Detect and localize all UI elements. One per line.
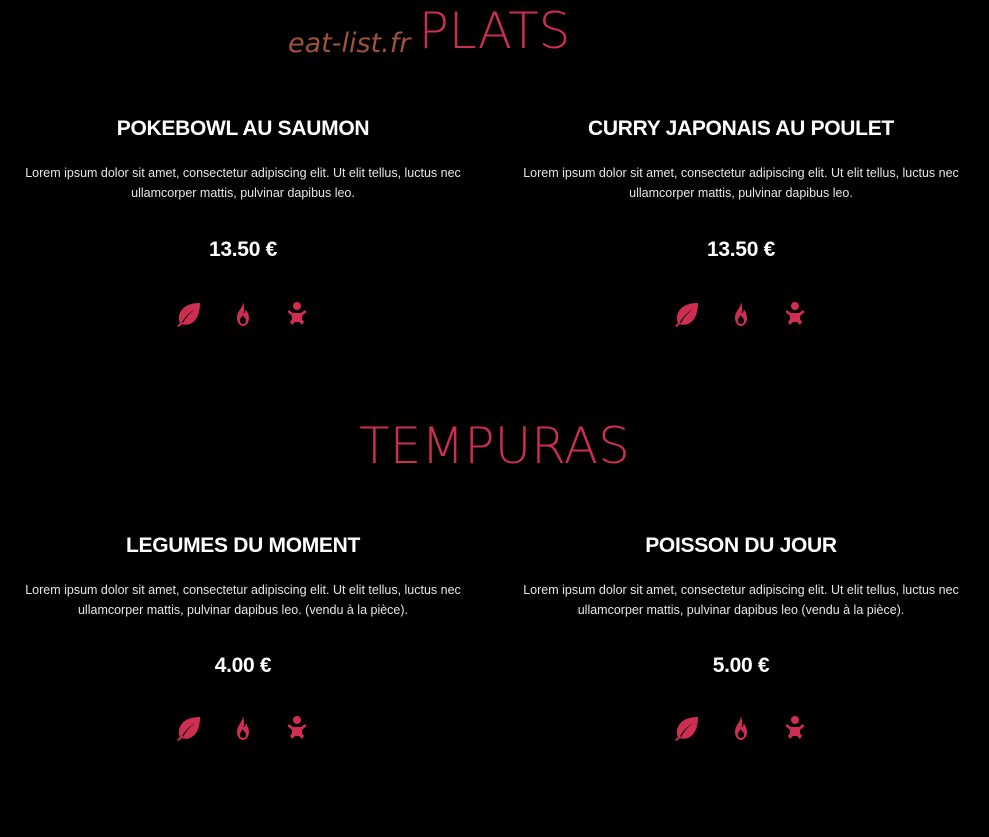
flame-icon [727, 300, 755, 328]
watermark: eat-list.fr [288, 28, 411, 59]
flame-icon [229, 300, 257, 328]
dish-price: 5.00 € [712, 654, 770, 677]
dish-card [511, 534, 971, 677]
section-title-plats: PLATS [418, 2, 571, 60]
dish-name: POISSON DU JOUR [645, 534, 837, 557]
baby-icon [781, 300, 809, 328]
dish-card [13, 534, 473, 677]
dish-description-line: ullamcorper mattis, pulvinar dapibus leo. [629, 186, 853, 200]
dish-description-line: Lorem ipsum dolor sit amet, consectetur adipiscing elit. Ut elit tellus, luctus nec [523, 583, 959, 597]
dish-description [13, 163, 473, 203]
leaf-icon [673, 300, 701, 328]
leaf-icon [175, 714, 203, 742]
dish-description-line: Lorem ipsum dolor sit amet, consectetur adipiscing elit. Ut elit tellus, luctus nec [523, 166, 959, 180]
dish-price: 4.00 € [214, 654, 272, 677]
dish-icons [13, 300, 473, 328]
baby-icon [781, 714, 809, 742]
dish-description-line: ullamcorper mattis, pulvinar dapibus leo. (vendu à la pièce). [77, 603, 409, 617]
dish-description-line: Lorem ipsum dolor sit amet, consectetur adipiscing elit. Ut elit tellus, luctus nec [25, 166, 461, 180]
dish-card [13, 117, 473, 261]
dish-description [511, 580, 971, 620]
dish-description [13, 580, 473, 620]
flame-icon [727, 714, 755, 742]
dish-description-line: ullamcorper mattis, pulvinar dapibus leo (vendu à la pièce). [577, 603, 905, 617]
flame-icon [229, 714, 257, 742]
dish-icons [511, 714, 971, 742]
baby-icon [283, 714, 311, 742]
dish-price: 13.50 € [707, 238, 775, 261]
dish-description [511, 163, 971, 203]
dish-icons [511, 300, 971, 328]
dish-card [511, 117, 971, 261]
dish-description-line: ullamcorper mattis, pulvinar dapibus leo. [131, 186, 355, 200]
dish-icons [13, 714, 473, 742]
dish-description-line: Lorem ipsum dolor sit amet, consectetur adipiscing elit. Ut elit tellus, luctus nec [25, 583, 461, 597]
baby-icon [283, 300, 311, 328]
dish-name: CURRY JAPONAIS AU POULET [588, 117, 894, 140]
dish-name: LEGUMES DU MOMENT [125, 534, 361, 557]
section-title-tempuras: TEMPURAS [359, 417, 630, 475]
leaf-icon [673, 714, 701, 742]
dish-price: 13.50 € [209, 238, 277, 261]
dish-name: POKEBOWL AU SAUMON [116, 117, 370, 140]
leaf-icon [175, 300, 203, 328]
